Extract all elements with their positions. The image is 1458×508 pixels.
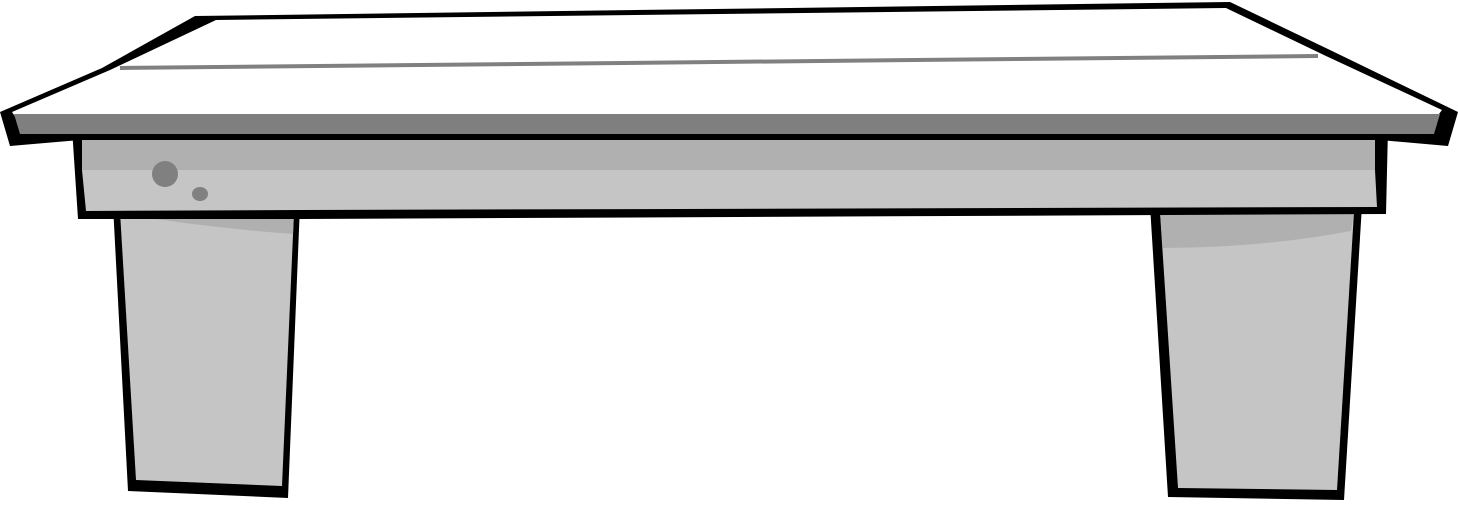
left-leg [113,205,300,498]
wood-knot-large [152,161,178,187]
wood-knot-small [192,187,208,201]
table-apron [72,128,1388,219]
right-leg [1150,205,1362,500]
tabletop [0,2,1458,146]
